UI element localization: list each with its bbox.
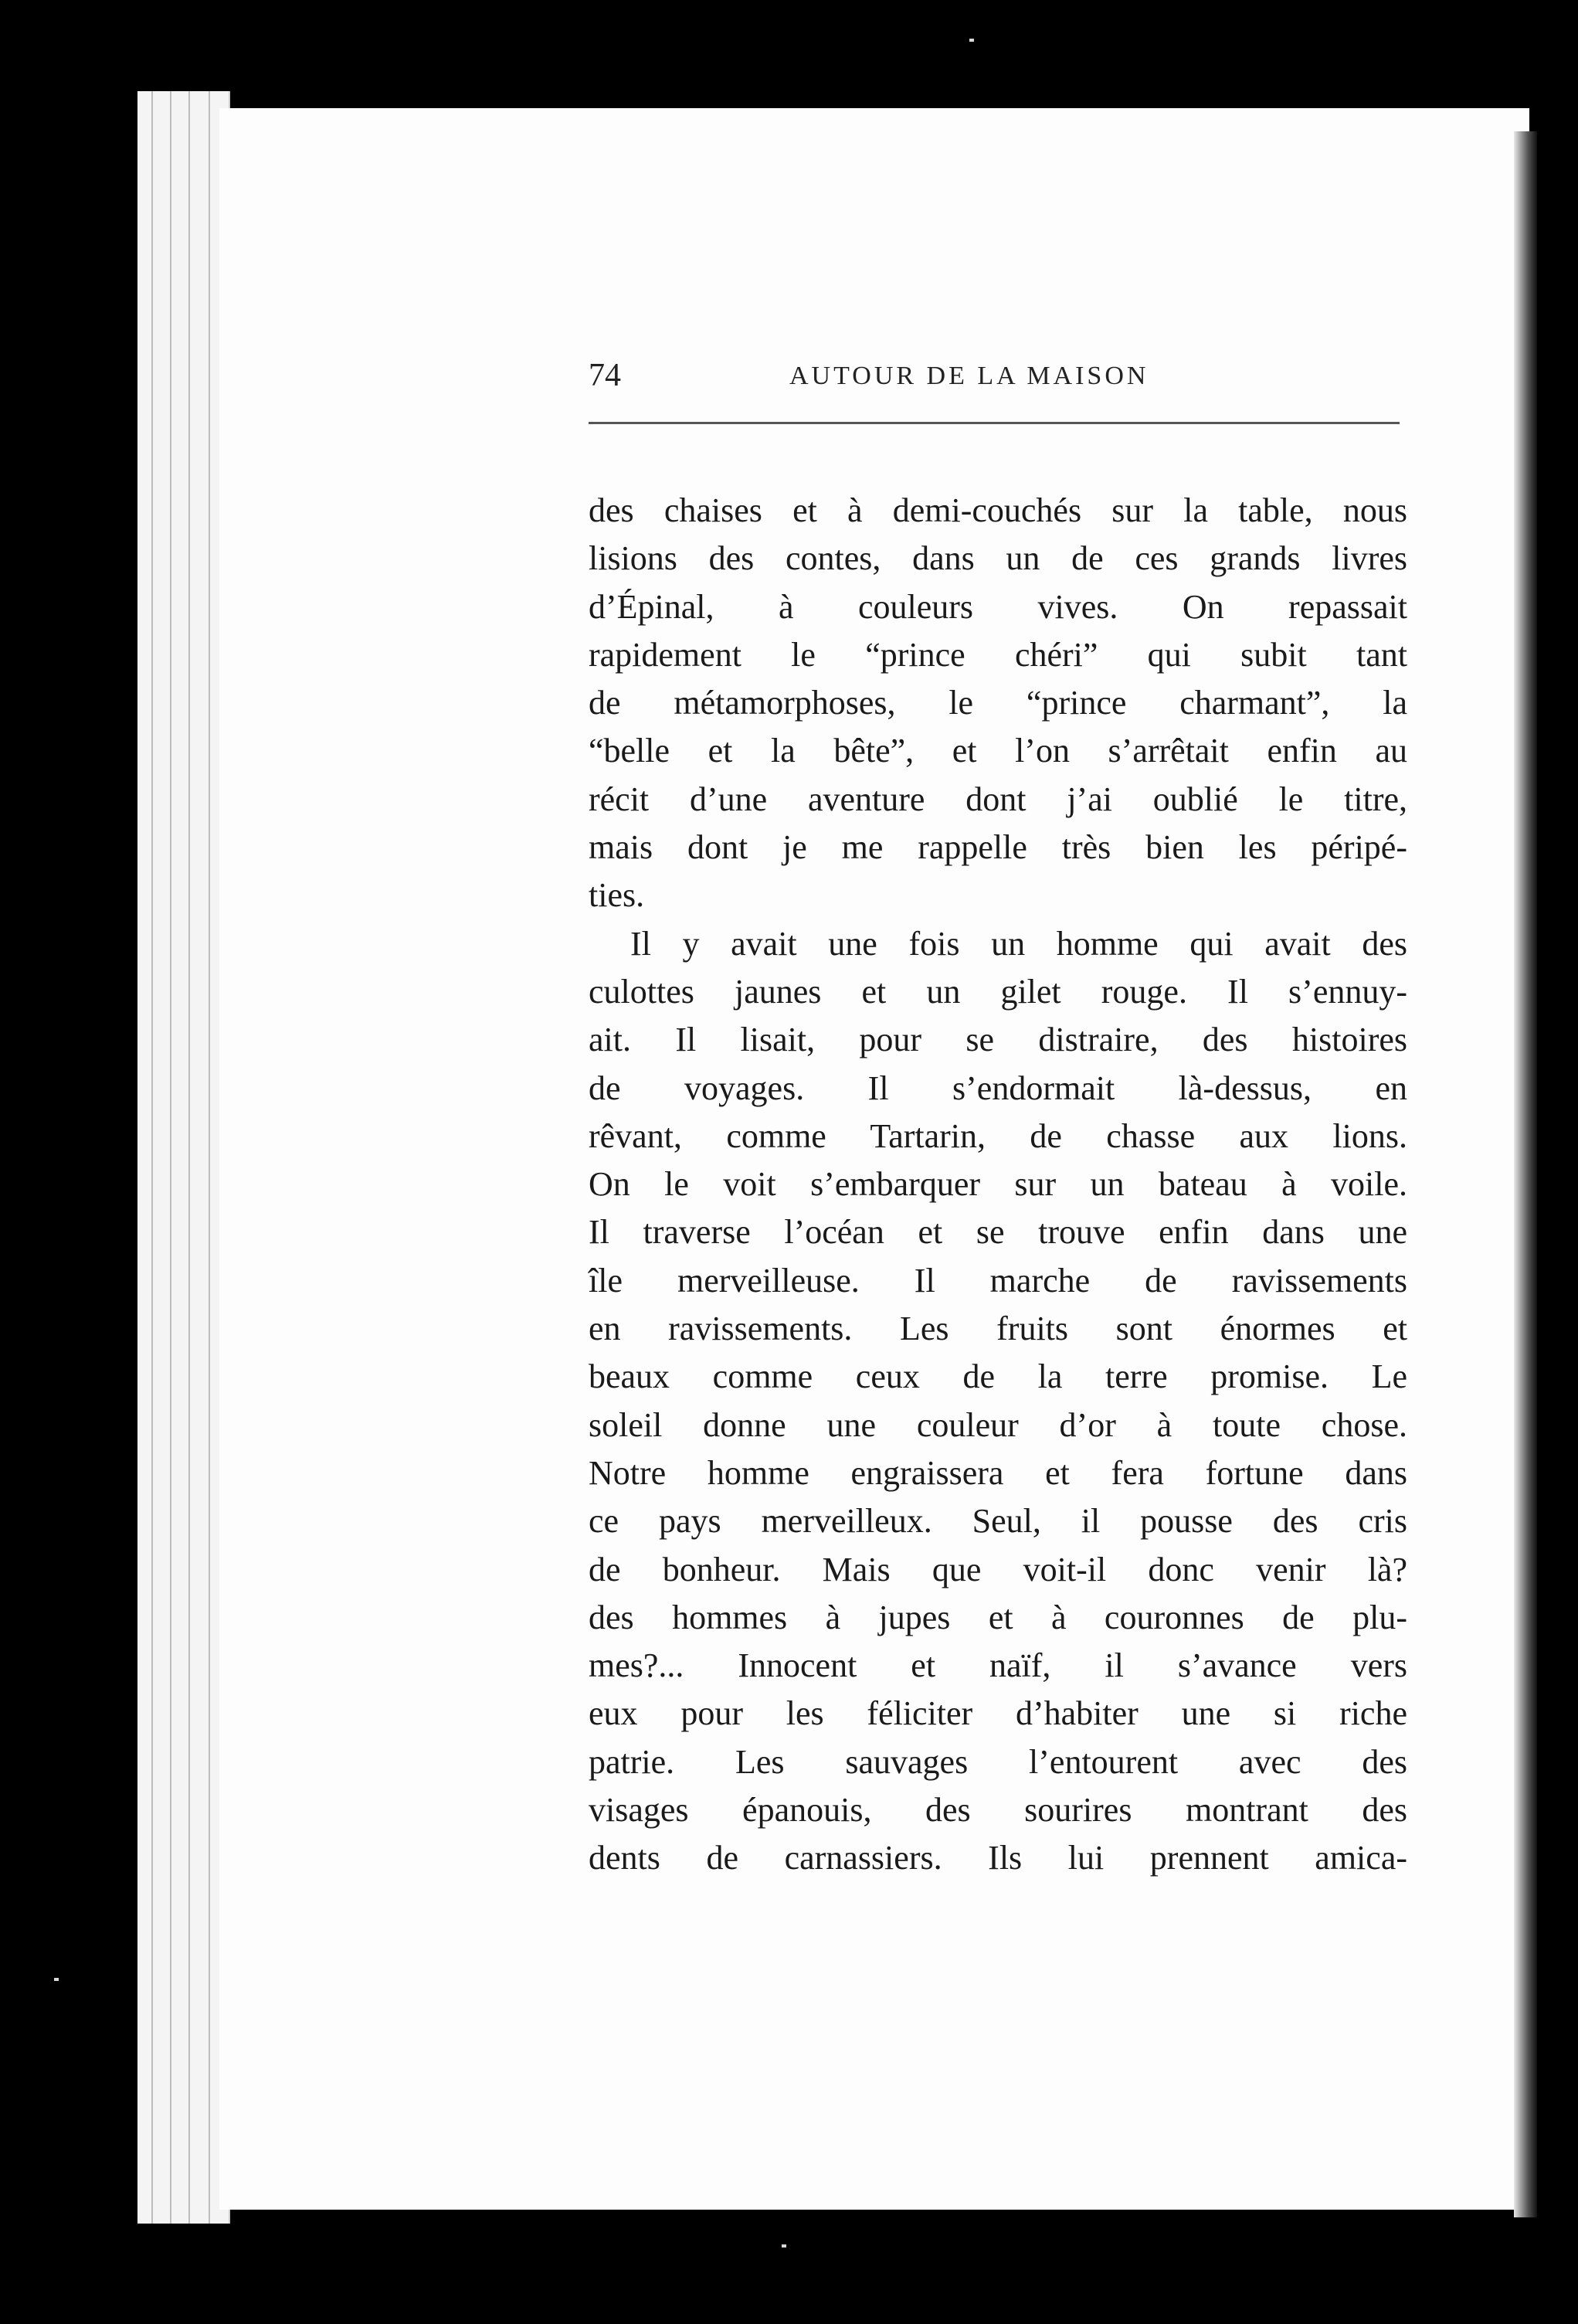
text-line: rapidement le “prince chéri” qui subit tant — [589, 635, 1407, 674]
text-line: ait. Il lisait, pour se distraire, des histoires — [589, 1021, 1407, 1059]
text-line: île merveilleuse. Il marche de ravissements — [589, 1261, 1407, 1300]
text-line: soleil donne une couleur d’or à toute chose. — [589, 1405, 1407, 1444]
text-line: Notre homme engraissera et fera fortune dans — [589, 1453, 1407, 1492]
page-edge-line — [170, 91, 171, 2224]
text-line: Il traverse l’océan et se trouve enfin dans une — [589, 1213, 1407, 1252]
page-edge-line — [209, 91, 210, 2224]
text-line: mais dont je me rappelle très bien les péripé- — [589, 828, 1407, 867]
book-binding-edge — [1514, 131, 1537, 2217]
page-edges — [137, 91, 230, 2224]
text-line: culottes jaunes et un gilet rouge. Il s’ennuy- — [589, 972, 1407, 1011]
body-text — [589, 487, 1407, 1883]
text-line: Il y avait une fois un homme qui avait des — [630, 924, 1407, 963]
text-line: eux pour les féliciter d’habiter une si riche — [589, 1694, 1407, 1733]
header-rule — [589, 422, 1400, 424]
speck — [782, 2244, 786, 2248]
page-edge-line — [188, 91, 190, 2224]
text-line: des hommes à jupes et à couronnes de plu- — [589, 1598, 1407, 1636]
text-line: de métamorphoses, le “prince charmant”, la — [589, 684, 1407, 722]
text-line: On le voit s’embarquer sur un bateau à voile. — [589, 1165, 1407, 1204]
text-line: lisions des contes, dans un de ces grands livres — [589, 539, 1407, 578]
page-edge-line — [151, 91, 153, 2224]
running-title: AUTOUR DE LA MAISON — [789, 362, 1149, 390]
text-line: mes?... Innocent et naïf, il s’avance vers — [589, 1646, 1407, 1685]
text-line: récit d’une aventure dont j’ai oublié le titre, — [589, 780, 1407, 818]
text-line: beaux comme ceux de la terre promise. Le — [589, 1357, 1407, 1396]
speck — [54, 1978, 59, 1981]
text-line: rêvant, comme Tartarin, de chasse aux lions. — [589, 1116, 1407, 1155]
text-line: “belle et la bête”, et l’on s’arrêtait enfin au — [589, 732, 1407, 770]
text-line: de bonheur. Mais que voit-il donc venir là? — [589, 1550, 1407, 1588]
page-number: 74 — [589, 358, 621, 393]
text-line: visages épanouis, des sourires montrant des — [589, 1791, 1407, 1830]
text-line: de voyages. Il s’endormait là-dessus, en — [589, 1069, 1407, 1107]
text-line: dents de carnassiers. Ils lui prennent amica- — [589, 1839, 1407, 1877]
running-head — [589, 357, 1400, 403]
text-line: des chaises et à demi-couchés sur la table, nous — [589, 491, 1407, 529]
text-line: patrie. Les sauvages l’entourent avec des — [589, 1742, 1407, 1781]
text-line: en ravissements. Les fruits sont énormes et — [589, 1310, 1407, 1348]
text-line: ce pays merveilleux. Seul, il pousse des cris — [589, 1502, 1407, 1541]
text-line: ties. — [589, 876, 645, 915]
speck — [969, 39, 974, 42]
text-line: d’Épinal, à couleurs vives. On repassait — [589, 587, 1407, 626]
